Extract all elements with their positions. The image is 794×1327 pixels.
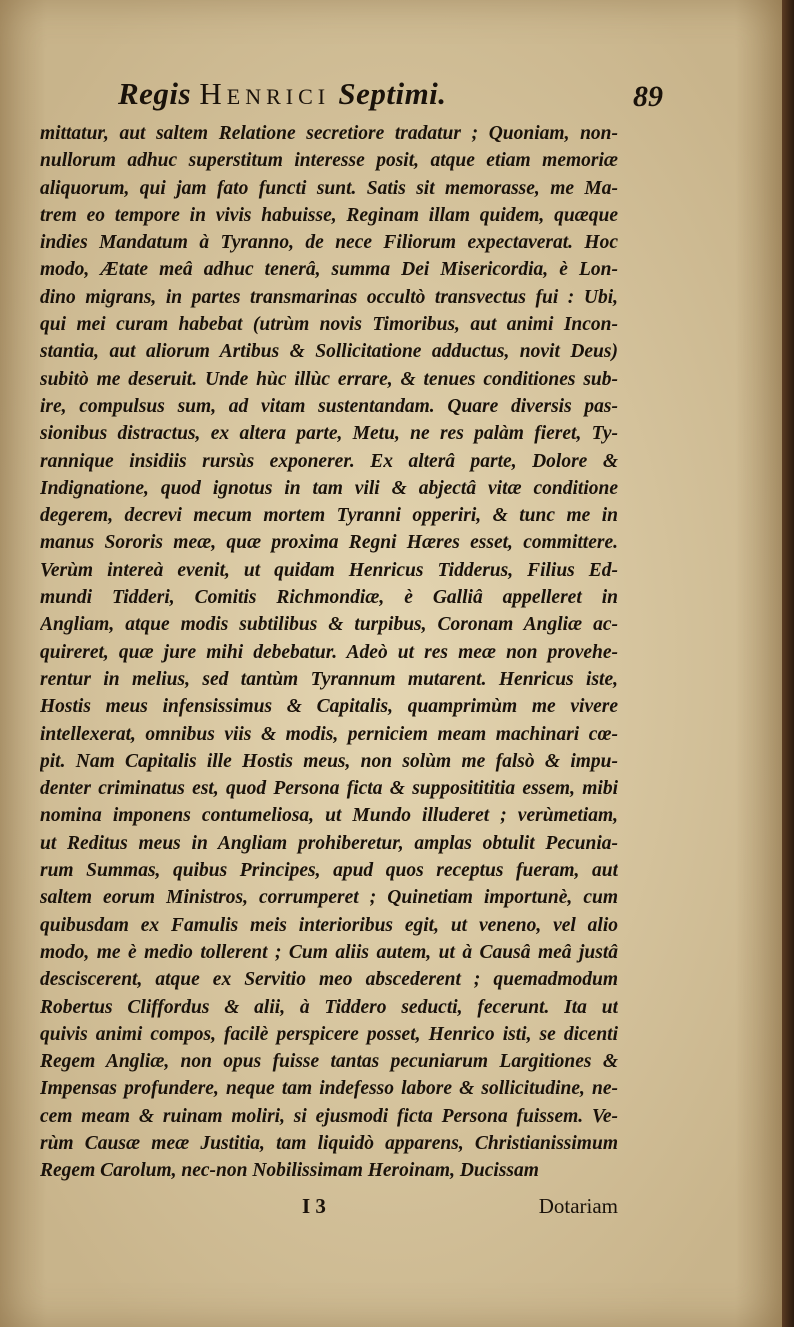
text-line: quireret, quæ jure mihi debebatur. Adeò ut res meæ non provehe-: [40, 641, 618, 663]
text-line: nomina imponens contumeliosa, ut Mundo illuderet ; verùmetiam,: [40, 805, 618, 827]
page-header: [40, 76, 680, 116]
text-line: subitò me deseruit. Unde hùc illùc errare, & tenues conditiones sub-: [40, 368, 618, 390]
text-line: Robertus Cliffordus & alii, à Tiddero seducti, fecerunt. Ita ut: [40, 996, 618, 1018]
running-head-septimi: Septimi.: [338, 76, 447, 111]
text-line: manus Sororis meæ, quæ proxima Regni Hæres esset, committere.: [40, 532, 618, 554]
text-line: mundi Tidderi, Comitis Richmondiæ, è Galliâ appelleret in: [40, 587, 618, 609]
text-line: pit. Nam Capitalis ille Hostis meus, non solùm me falsò & impu-: [40, 750, 618, 772]
text-line: indies Mandatum à Tyranno, de nece Filiorum expectaverat. Hoc: [40, 232, 618, 254]
text-line: ut Reditus meus in Angliam prohiberetur, amplas obtulit Pecunia-: [40, 832, 618, 854]
catchword: Dotariam: [538, 1194, 618, 1218]
text-line: ire, compulsus sum, ad vitam sustentandam. Quare diversis pas-: [40, 395, 618, 417]
text-line: denter criminatus est, quod Persona ficta & suppositititia essem, mibi: [40, 778, 618, 800]
text-line: rannique insidiis rursùs exponerer. Ex alterâ parte, Dolore &: [40, 450, 618, 472]
page-number: 89: [633, 80, 663, 113]
text-line: trem eo tempore in vivis habuisse, Reginam illam quidem, quæque: [40, 204, 618, 226]
text-line: rum Summas, quibus Principes, apud quos receptus fueram, aut: [40, 860, 618, 882]
text-line: Hostis meus infensissimus & Capitalis, quamprimùm me vivere: [40, 696, 618, 718]
text-line: desciscerent, atque ex Servitio meo abscederent ; quemadmodum: [40, 969, 618, 991]
text-line: intellexerat, omnibus viis & modis, perniciem meam machinari cœ-: [40, 723, 618, 745]
text-line: cem meam & ruinam moliri, si ejusmodi ficta Persona fuissem. Ve-: [40, 1105, 618, 1127]
signature-mark: I 3: [302, 1194, 326, 1218]
running-head: [118, 76, 447, 112]
text-line: Regem Angliæ, non opus fuisse tantas pecuniarum Largitiones &: [40, 1051, 618, 1073]
text-line: quivis animi compos, facilè perspicere posset, Henrico isti, se dicenti: [40, 1023, 618, 1045]
page-footer: [40, 1194, 618, 1224]
text-line: nullorum adhuc superstitum interesse posit, atque etiam memoriæ: [40, 150, 618, 172]
text-line: stantia, aut aliorum Artibus & Sollicitatione adductus, novit Deus): [40, 341, 618, 363]
book-edge: [782, 0, 794, 1327]
text-line: Angliam, atque modis subtilibus & turpibus, Coronam Angliæ ac-: [40, 614, 618, 636]
body-text: [40, 120, 618, 1185]
text-line: mittatur, aut saltem Relatione secretiore tradatur ; Quoniam, non-: [40, 123, 618, 144]
text-line: Indignatione, quod ignotus in tam vili & abjectâ vitæ conditione: [40, 477, 618, 499]
text-line: Impensas profundere, neque tam indefesso labore & sollicitudine, ne-: [40, 1078, 618, 1100]
text-line: Verùm intereà evenit, ut quidam Henricus Tidderus, Filius Ed-: [40, 559, 618, 581]
text-line: rentur in melius, sed tantùm Tyrannum mutarent. Henricus iste,: [40, 668, 618, 690]
text-line: quibusdam ex Famulis meis interioribus egit, ut veneno, vel alio: [40, 914, 618, 936]
text-line: Regem Carolum, nec-non Nobilissimam Heroinam, Ducissam: [40, 1160, 539, 1182]
text-line: degerem, decrevi mecum mortem Tyranni opperiri, & tunc me in: [40, 505, 618, 527]
text-line: qui mei curam habebat (utrùm novis Timoribus, aut animi Incon-: [40, 314, 618, 336]
text-line: rùm Causæ meæ Justitia, tam liquidò apparens, Christianissimum: [40, 1132, 618, 1154]
running-head-regis: Regis: [118, 76, 192, 111]
text-line: modo, me è medio tollerent ; Cum aliis autem, ut à Causâ meâ justâ: [40, 941, 618, 963]
running-head-henrici: Henrici: [199, 76, 331, 111]
text-line: dino migrans, in partes transmarinas occultò transvectus fui : Ubi,: [40, 286, 618, 308]
text-line: saltem eorum Ministros, corrumperet ; Quinetiam importunè, cum: [40, 887, 618, 909]
text-line: aliquorum, qui jam fato functi sunt. Satis sit memorasse, me Ma-: [40, 177, 618, 199]
text-line: modo, Ætate meâ adhuc tenerâ, summa Dei Misericordia, è Lon-: [40, 259, 618, 281]
text-line: sionibus distractus, ex altera parte, Metu, ne res palàm fieret, Ty-: [40, 423, 618, 445]
